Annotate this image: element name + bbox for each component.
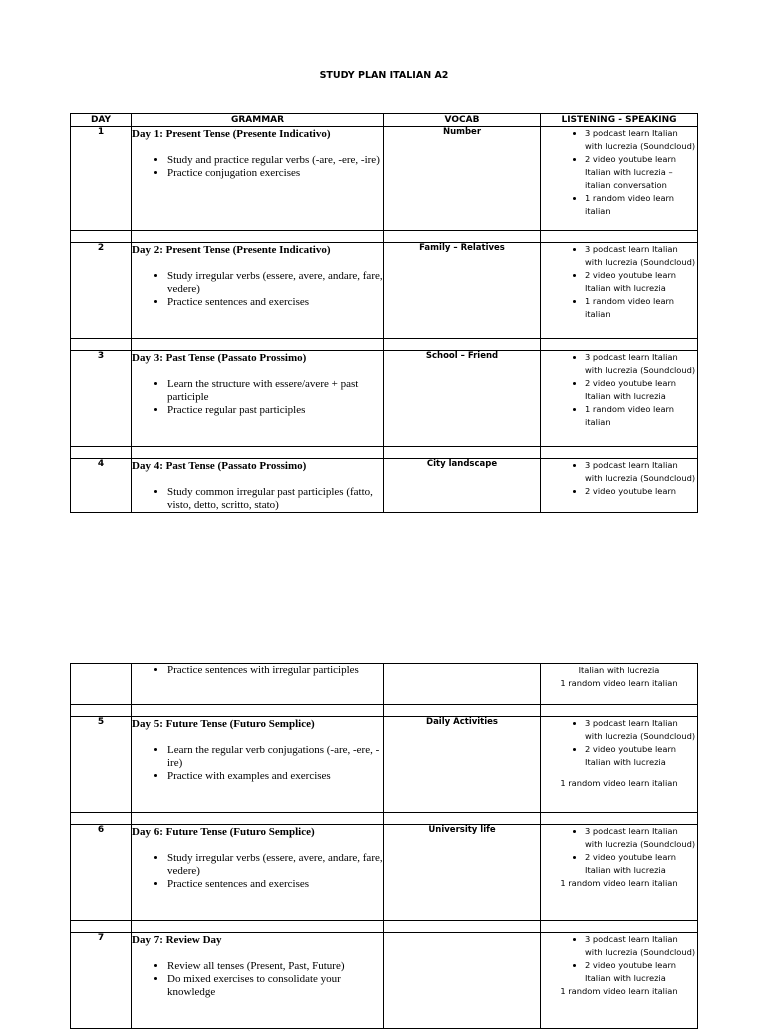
list-item: • Review all tenses (Present, Past, Future) (167, 960, 383, 973)
listening-line: 1 random video learn italian (560, 778, 678, 788)
list-item: • 2 video youtube learn Italian with lucrezia (585, 851, 697, 877)
grammar-cell (132, 351, 384, 447)
list-item: • Practice conjugation exercises (167, 167, 383, 180)
grammar-list (132, 960, 383, 999)
list-item: • 3 podcast learn Italian with lucrezia (Soundcloud) (585, 351, 697, 377)
vocab-cell: City landscape (384, 459, 541, 513)
list-item: • Practice sentences and exercises (167, 878, 383, 891)
grammar-cell (132, 933, 384, 1029)
table-row (71, 127, 698, 231)
vocab-cell: University life (384, 825, 541, 921)
grammar-title: Day 2: Present Tense (Presente Indicativo) (132, 244, 331, 256)
listening-list (541, 825, 697, 877)
table-row (71, 717, 698, 813)
list-item: • Study and practice regular verbs (-are, -ere, -ire) (167, 154, 383, 167)
list-item: • 2 video youtube learn Italian with lucrezia (585, 269, 697, 295)
listening-line: 1 random video learn italian (560, 678, 678, 688)
document-title: STUDY PLAN ITALIAN A2 (319, 70, 449, 81)
list-item: • Practice with examples and exercises (167, 770, 383, 783)
grammar-cell (132, 127, 384, 231)
listening-list (541, 351, 697, 429)
grammar-cell (132, 664, 384, 705)
listening-list (541, 459, 697, 498)
grammar-list (132, 852, 383, 891)
spacer-row (71, 813, 698, 825)
grammar-list (132, 270, 383, 309)
list-item: • 1 random video learn italian (585, 403, 697, 429)
list-item: • 2 video youtube learn (585, 485, 697, 498)
listening-cell (541, 933, 698, 1029)
table-row (71, 351, 698, 447)
list-item: • 3 podcast learn Italian with lucrezia (Soundcloud) (585, 717, 697, 743)
vocab-cell: School – Friend (384, 351, 541, 447)
vocab-cell (384, 664, 541, 705)
grammar-list (132, 664, 383, 677)
day-number: 6 (71, 825, 132, 921)
listening-list (541, 127, 697, 218)
header-vocab: VOCAB (384, 114, 541, 127)
table-row (71, 243, 698, 339)
list-item: • Learn the regular verb conjugations (-are, -ere, -ire) (167, 744, 383, 770)
listening-line: 1 random video learn italian (560, 878, 678, 888)
grammar-title: Day 5: Future Tense (Futuro Semplice) (132, 718, 315, 730)
table-row (71, 459, 698, 513)
grammar-title: Day 3: Past Tense (Passato Prossimo) (132, 352, 307, 364)
spacer-row (71, 921, 698, 933)
grammar-list (132, 378, 383, 417)
listening-line: 1 random video learn italian (560, 986, 678, 996)
list-item: • 3 podcast learn Italian with lucrezia (Soundcloud) (585, 933, 697, 959)
table-row (71, 933, 698, 1029)
vocab-cell (384, 933, 541, 1029)
grammar-cell (132, 717, 384, 813)
list-item: • 3 podcast learn Italian with lucrezia (Soundcloud) (585, 459, 697, 485)
listening-cell (541, 127, 698, 231)
grammar-list (132, 154, 383, 180)
list-item: • Study irregular verbs (essere, avere, andare, fare, vedere) (167, 270, 383, 296)
listening-cell (541, 717, 698, 813)
grammar-cell (132, 243, 384, 339)
table-row (71, 664, 698, 705)
spacer-row (71, 705, 698, 717)
vocab-cell: Daily Activities (384, 717, 541, 813)
header-grammar: GRAMMAR (132, 114, 384, 127)
list-item: • Study common irregular past participles (fatto, visto, detto, scritto, stato) (167, 486, 383, 512)
day-number: 5 (71, 717, 132, 813)
list-item: • Practice sentences and exercises (167, 296, 383, 309)
listening-cell (541, 825, 698, 921)
list-item: • 1 random video learn italian (585, 295, 697, 321)
study-plan-table-continued (70, 663, 698, 1029)
grammar-title: Day 4: Past Tense (Passato Prossimo) (132, 460, 307, 472)
header-row (71, 114, 698, 127)
header-day: DAY (71, 114, 132, 127)
listening-list (541, 243, 697, 321)
spacer-row (71, 231, 698, 243)
listening-cell (541, 243, 698, 339)
listening-cell (541, 664, 698, 705)
list-item: • 3 podcast learn Italian with lucrezia (Soundcloud) (585, 825, 697, 851)
list-item: • Study irregular verbs (essere, avere, andare, fare, vedere) (167, 852, 383, 878)
header-listening: LISTENING - SPEAKING (541, 114, 698, 127)
listening-line: Italian with lucrezia (578, 665, 660, 675)
day-number: 4 (71, 459, 132, 513)
grammar-list (132, 486, 383, 512)
day-number (71, 664, 132, 705)
list-item: • 2 video youtube learn Italian with lucrezia (585, 959, 697, 985)
vocab-cell: Number (384, 127, 541, 231)
grammar-title: Day 7: Review Day (132, 934, 222, 946)
spacer-row (71, 447, 698, 459)
grammar-title: Day 6: Future Tense (Futuro Semplice) (132, 826, 315, 838)
day-number: 3 (71, 351, 132, 447)
grammar-cell (132, 825, 384, 921)
list-item: • Do mixed exercises to consolidate your knowledge (167, 973, 383, 999)
list-item: • 1 random video learn italian (585, 192, 697, 218)
grammar-title: Day 1: Present Tense (Presente Indicativo) (132, 128, 331, 140)
list-item: • 2 video youtube learn Italian with lucrezia – italian conversation (585, 153, 697, 192)
list-item: • 2 video youtube learn Italian with lucrezia (585, 743, 697, 769)
grammar-list (132, 744, 383, 783)
day-number: 1 (71, 127, 132, 231)
listening-cell (541, 351, 698, 447)
spacer-row (71, 339, 698, 351)
table-row (71, 825, 698, 921)
listening-list (541, 933, 697, 985)
list-item: • Practice sentences with irregular participles (167, 664, 383, 677)
listening-cell (541, 459, 698, 513)
list-item: • 2 video youtube learn Italian with lucrezia (585, 377, 697, 403)
grammar-cell (132, 459, 384, 513)
listening-list (541, 717, 697, 769)
list-item: • 3 podcast learn Italian with lucrezia (Soundcloud) (585, 127, 697, 153)
study-plan-table (70, 113, 698, 513)
vocab-cell: Family – Relatives (384, 243, 541, 339)
day-number: 7 (71, 933, 132, 1029)
list-item: • Learn the structure with essere/avere + past participle (167, 378, 383, 404)
day-number: 2 (71, 243, 132, 339)
list-item: • Practice regular past participles (167, 404, 383, 417)
list-item: • 3 podcast learn Italian with lucrezia (Soundcloud) (585, 243, 697, 269)
